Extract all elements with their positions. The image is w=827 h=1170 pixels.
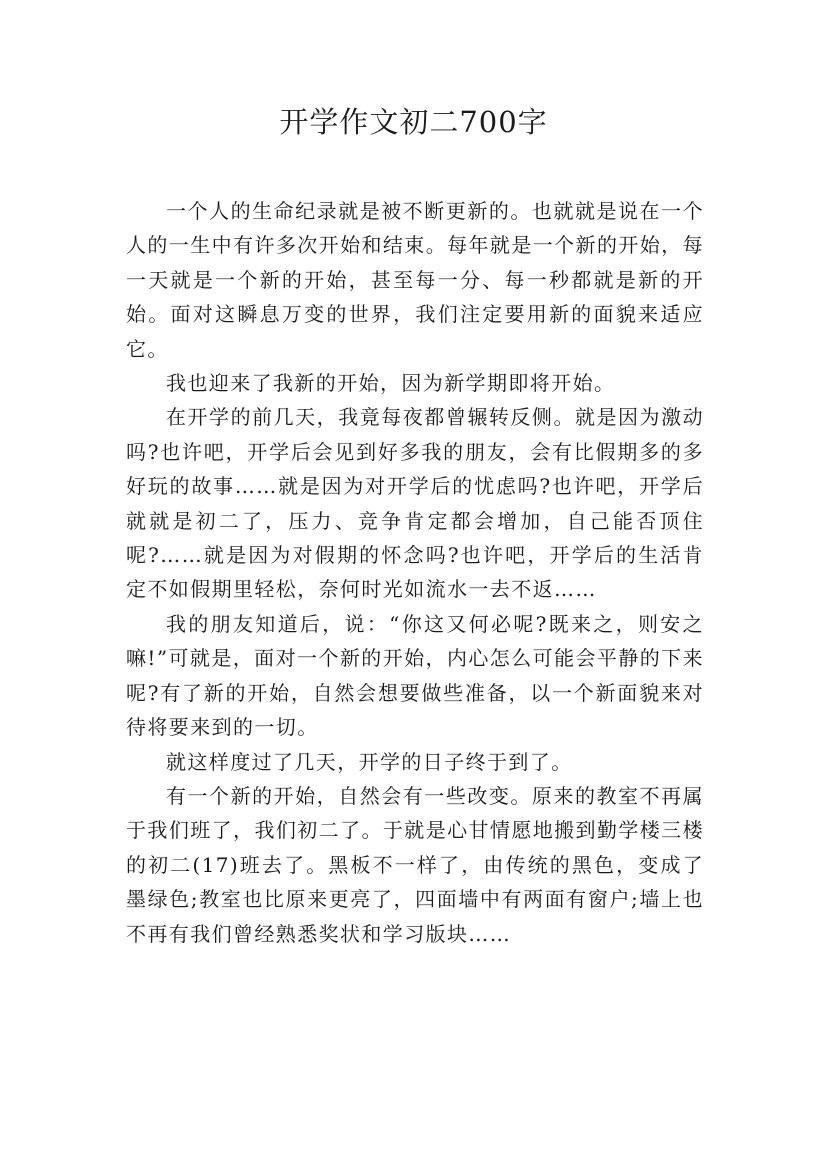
paragraph: 一个人的生命纪录就是被不断更新的。也就就是说在一个人的一生中有许多次开始和结束。每年就是一个新的开始，每一天就是一个新的开始，甚至每一分、每一秒都就是新的开始。面对这瞬息万变的世界，我们注定要用新的面貌来适应它。 xyxy=(126,199,704,361)
paragraph: 在开学的前几天，我竟每夜都曾辗转反侧。就是因为激动吗?也许吧，开学后会见到好多我的朋友，会有比假期多的多好玩的故事……就是因为对开学后的忧虑吗?也许吧，开学后就就是初二了，压力、竞争肯定都会增加，自己能否顶住呢?……就是因为对假期的怀念吗?也许吧，开学后的生活肯定不如假期里轻松，奈何时光如流水一去不返…… xyxy=(126,405,704,602)
document-title: 开学作文初二700字 xyxy=(279,105,548,139)
paragraph: 我的朋友知道后，说：“你这又何必呢?既来之，则安之嘛!”可就是，面对一个新的开始，内心怎么可能会平静的下来呢?有了新的开始，自然会想要做些准备，以一个新面貌来对待将要来到的一切。 xyxy=(126,611,704,740)
paragraph: 就这样度过了几天，开学的日子终于到了。 xyxy=(166,749,573,774)
paragraph: 有一个新的开始，自然会有一些改变。原来的教室不再属于我们班了，我们初二了。于就是心甘情愿地搬到勤学楼三楼的初二(17)班去了。黑板不一样了，由传统的黑色，变成了墨绿色;教室也比原来更亮了，四面墙中有两面有窗户;墙上也不再有我们曾经熟悉奖状和学习版块…… xyxy=(126,783,704,946)
paragraph: 我也迎来了我新的开始，因为新学期即将开始。 xyxy=(166,371,616,396)
document-body xyxy=(126,194,704,951)
